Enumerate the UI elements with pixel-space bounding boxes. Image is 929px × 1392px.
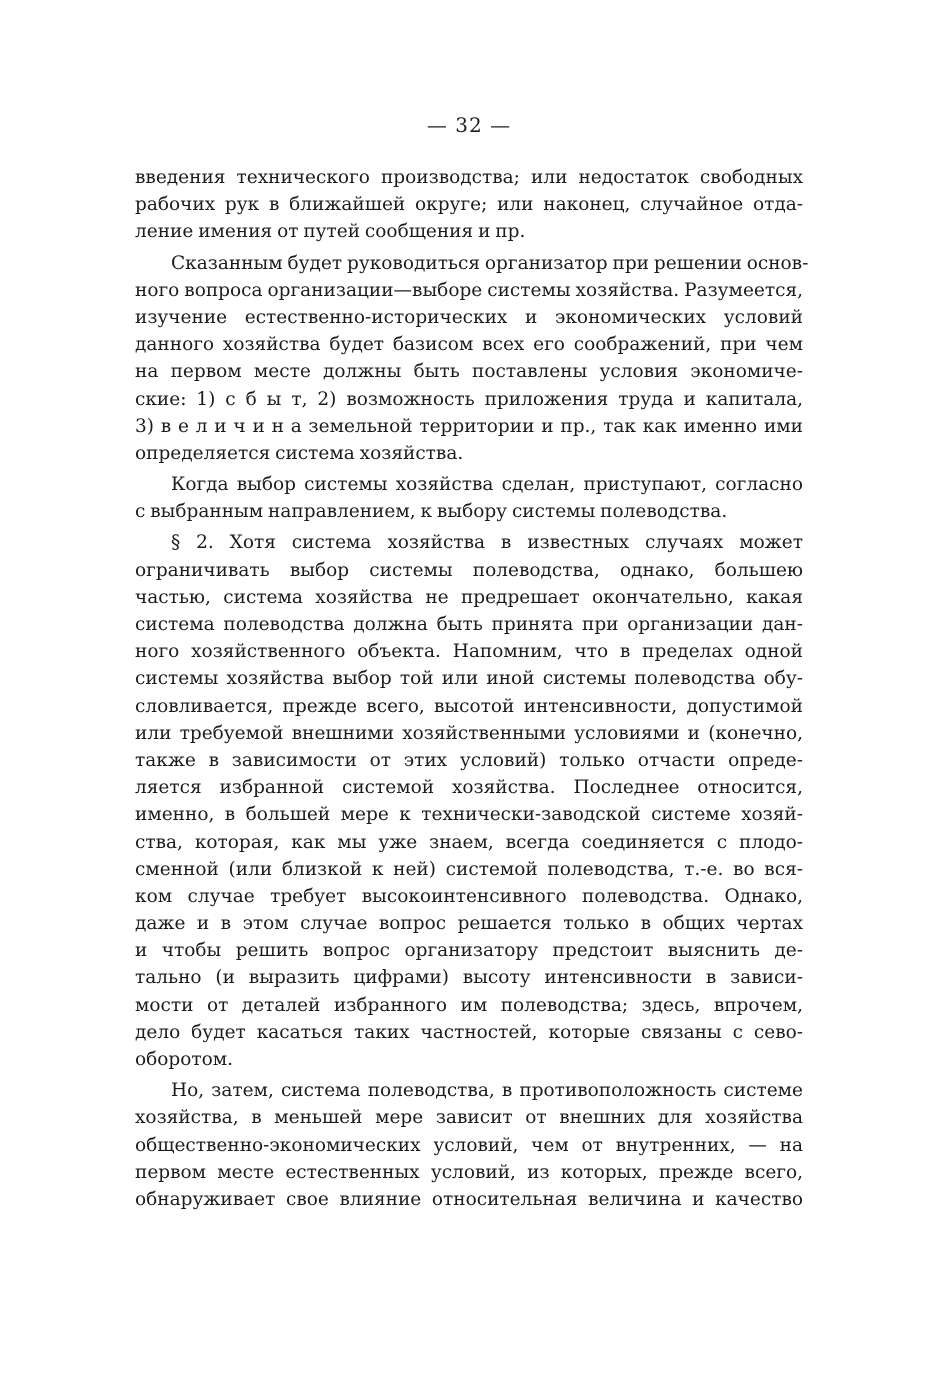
- text-line: ного хозяйственного объекта. Напомним, что в пределах одной: [135, 641, 803, 663]
- paragraph: [135, 250, 809, 468]
- text-line: первом месте естественных условий, из которых, прежде всего,: [135, 1161, 803, 1183]
- page-number: — 32 —: [426, 113, 512, 137]
- text-line: ком случае требует высокоинтенсивного полеводства. Однако,: [135, 885, 803, 907]
- text-line: данного хозяйства будет базисом всех его соображений, при чем: [135, 334, 803, 356]
- text-line: ские: 1) с б ы т, 2) возможность приложения труда и капитала,: [135, 388, 803, 410]
- text-line: оборотом.: [135, 1049, 234, 1070]
- text-line: ляется избранной системой хозяйства. Последнее относится,: [135, 777, 803, 799]
- text-line: именно, в большей мере к технически-заводской системе хозяй-: [135, 804, 803, 826]
- text-line: мости от деталей избранного им полеводства; здесь, впрочем,: [135, 994, 803, 1016]
- text-line: и чтобы решить вопрос организатору предстоит выяснить де-: [135, 940, 803, 962]
- text-line: даже и в этом случае вопрос решается только в общих чертах: [135, 913, 803, 935]
- text-line: обнаруживает свое влияние относительная величина и качество: [135, 1188, 803, 1210]
- text-line: рабочих рук в ближайшей округе; или наконец, случайное отда-: [135, 194, 803, 216]
- text-line: введения технического производства; или недостаток свободных: [135, 167, 803, 188]
- text-line: определяется система хозяйства.: [135, 442, 464, 464]
- text-line: системы хозяйства выбор той или иной системы полеводства обу-: [135, 668, 803, 690]
- text-line: ства, которая, как мы уже знаем, всегда соединяется с плодо-: [135, 831, 803, 853]
- text-line: Когда выбор системы хозяйства сделан, приступают, согласно: [171, 474, 803, 496]
- paragraph: [135, 164, 803, 246]
- text-line: Сказанным будет руководиться организатор при решении основ-: [171, 252, 809, 274]
- text-line: 3) в е л и ч и н а земельной территории и пр., так как именно ими: [135, 415, 803, 437]
- text-line: изучение естественно-исторических и экономических условий: [135, 306, 803, 328]
- text-line: § 2. Хотя система хозяйства в известных случаях может: [171, 532, 803, 554]
- paragraph: [135, 471, 803, 525]
- text-line: ление имения от путей сообщения и пр.: [135, 221, 526, 243]
- text-line: также в зависимости от этих условий) только отчасти опреде-: [135, 749, 803, 771]
- paragraph: [135, 529, 803, 1073]
- book-page: [135, 108, 809, 1213]
- text-line: частью, система хозяйства не предрешает окончательно, какая: [135, 586, 803, 608]
- text-line: с выбранным направлением, к выбору системы полеводства.: [135, 501, 728, 523]
- text-line: дело будет касаться таких частностей, которые связаны с сево-: [135, 1021, 803, 1043]
- text-line: на первом месте должны быть поставлены условия экономиче-: [135, 361, 803, 383]
- text-line: Но, затем, система полеводства, в противоположность системе: [171, 1080, 803, 1102]
- text-line: тально (и выразить цифрами) высоту интенсивности в зависи-: [135, 967, 803, 989]
- text-line: система полеводства должна быть принята при организации дан-: [135, 614, 803, 635]
- page-text-body: [135, 164, 809, 1213]
- text-line: сменной (или близкой к ней) системой полеводства, т.-е. во вся-: [135, 858, 803, 880]
- text-line: или требуемой внешними хозяйственными условиями и (конечно,: [135, 722, 803, 744]
- text-line: общественно-экономических условий, чем от внутренних, — на: [135, 1134, 803, 1156]
- text-line: хозяйства, в меньшей мере зависит от внешних для хозяйства: [135, 1107, 803, 1129]
- text-line: ного вопроса организации—выборе системы хозяйства. Разумеется,: [135, 279, 803, 301]
- text-line: словливается, прежде всего, высотой интенсивности, допустимой: [135, 695, 803, 717]
- paragraph: [135, 1077, 803, 1213]
- text-line: ограничивать выбор системы полеводства, однако, большею: [135, 559, 803, 581]
